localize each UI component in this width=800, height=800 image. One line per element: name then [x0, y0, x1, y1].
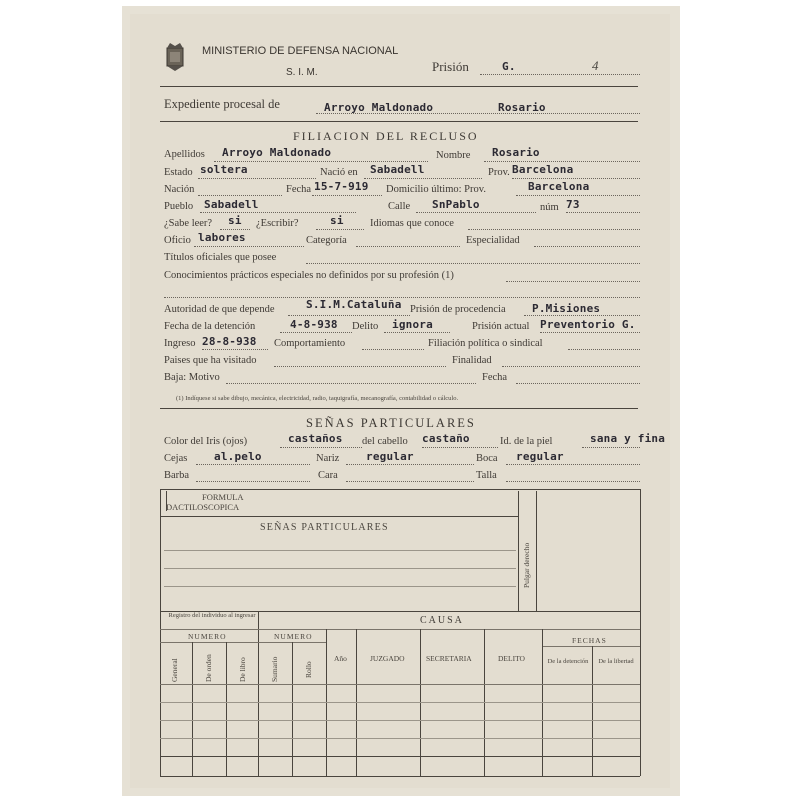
iris-value: castaños	[288, 432, 343, 445]
finalidad-label: Finalidad	[452, 355, 492, 366]
fecha-label: Fecha	[286, 184, 312, 195]
domicilio-prov-value: Barcelona	[528, 180, 590, 193]
expediente-label: Expediente procesal de	[164, 97, 280, 111]
prision-proc-label: Prisión de procedencia	[410, 304, 506, 315]
iris-label: Color del Iris (ojos)	[164, 436, 248, 447]
calle-value: SnPablo	[432, 198, 480, 211]
expediente-value-1: Arroyo Maldonado	[324, 101, 434, 114]
cejas-label: Cejas	[164, 453, 188, 464]
paises-label: Paises que ha visitado	[164, 355, 257, 366]
prison-label: Prisión	[432, 59, 469, 74]
filiacion-politica-label: Filiación política o sindical	[428, 338, 543, 349]
pulgar-derecho-label: Pulgar derecho	[522, 542, 531, 588]
autoridad-label: Autoridad de que depende	[164, 304, 275, 315]
calle-label: Calle	[388, 201, 411, 212]
prision-actual-label: Prisión actual	[472, 321, 530, 332]
senas-title: SEÑAS PARTICULARES	[306, 416, 476, 430]
ingreso-value: 28-8-938	[202, 335, 257, 348]
piel-label: Id. de la piel	[500, 436, 553, 447]
titulos-label: Títulos oficiales que posee	[164, 252, 277, 263]
domicilio-label: Domicilio último: Prov.	[386, 184, 486, 195]
prison-value: G.	[502, 60, 516, 73]
prision-proc-value: P.Misiones	[532, 302, 601, 315]
nombre-label: Nombre	[436, 150, 471, 161]
causa-label: CAUSA	[420, 615, 464, 626]
cara-label: Cara	[318, 470, 338, 481]
col-delito: DELITO	[498, 654, 525, 663]
nacio-label: Nació en	[320, 167, 358, 178]
conocimientos-label: Conocimientos prácticos especiales no definidos por su profesión (1)	[164, 270, 454, 281]
barba-label: Barba	[164, 470, 190, 481]
expediente-value-2: Rosario	[498, 101, 546, 114]
sim-label: S. I. M.	[286, 67, 318, 78]
sabe-leer-value: si	[228, 214, 242, 227]
ministry-name: MINISTERIO DE DEFENSA NACIONAL	[202, 45, 399, 57]
prov-value: Barcelona	[512, 163, 574, 176]
delito-label: Delito	[352, 321, 379, 332]
pueblo-label: Pueblo	[164, 201, 194, 212]
nariz-value: regular	[366, 450, 414, 463]
prisoner-record-form	[130, 14, 670, 788]
categoria-label: Categoría	[306, 235, 347, 246]
numero-label-1: NUMERO	[188, 632, 227, 641]
sabe-leer-label: ¿Sabe leer?	[164, 218, 213, 229]
fechas-label: FECHAS	[572, 636, 607, 645]
oficio-value: labores	[198, 231, 246, 244]
estado-value: soltera	[200, 163, 248, 176]
nacion-label: Nación	[164, 184, 195, 195]
talla-label: Talla	[476, 470, 497, 481]
apellidos-label: Apellidos	[164, 149, 205, 160]
fecha-value: 15-7-919	[314, 180, 369, 193]
col-de-libro: De libro	[238, 657, 247, 682]
baja-label: Baja: Motivo	[164, 372, 220, 383]
formula-title-1: FORMULA	[202, 492, 244, 502]
registro-label: Registro del individuo al ingresar	[168, 612, 256, 619]
col-libertad: De la libertad	[598, 658, 634, 665]
col-detencion: De la detención	[547, 658, 589, 665]
nombre-value: Rosario	[492, 146, 540, 159]
cejas-value: al.pelo	[214, 450, 262, 463]
especialidad-label: Especialidad	[466, 235, 520, 246]
footnote: (1) Indíquese si sabe dibujo, mecánica, electricidad, radio, taquigrafía, mecanografía, contabilidad o cálculo.	[176, 395, 459, 402]
fecha-baja-label: Fecha	[482, 372, 508, 383]
escribir-value: si	[330, 214, 344, 227]
col-de-orden: De orden	[204, 654, 213, 682]
comportamiento-label: Comportamiento	[274, 338, 346, 349]
delito-value: ignora	[392, 318, 433, 331]
nariz-label: Nariz	[316, 453, 340, 464]
escribir-label: ¿Escribir?	[256, 218, 299, 229]
piel-value: sana y fina	[590, 432, 666, 445]
idiomas-label: Idiomas que conoce	[370, 218, 454, 229]
numero-label-2: NUMERO	[274, 632, 313, 641]
estado-label: Estado	[164, 167, 193, 178]
filiacion-title: FILIACION DEL RECLUSO	[293, 129, 479, 143]
formula-senas-title: SEÑAS PARTICULARES	[260, 522, 389, 533]
coat-of-arms-icon	[164, 42, 186, 72]
col-juzgado: JUZGADO	[370, 654, 405, 663]
boca-value: regular	[516, 450, 564, 463]
col-rollo: Rollo	[304, 661, 313, 678]
apellidos-value: Arroyo Maldonado	[222, 146, 332, 159]
nacio-value: Sabadell	[370, 163, 425, 176]
boca-label: Boca	[476, 453, 498, 464]
prov-label: Prov.	[488, 167, 510, 178]
cabello-label: del cabello	[362, 436, 408, 447]
cabello-value: castaño	[422, 432, 470, 445]
fecha-detencion-value: 4-8-938	[290, 318, 338, 331]
prision-actual-value: Preventorio G.	[540, 318, 636, 331]
col-secretaria: SECRETARIA	[426, 654, 472, 663]
autoridad-value: S.I.M.Cataluña	[306, 298, 402, 311]
col-ano: Año	[334, 654, 347, 663]
ingreso-label: Ingreso	[164, 338, 196, 349]
col-sumario: Sumario	[270, 656, 279, 682]
prison-note: 4	[592, 58, 599, 73]
formula-title-2: DACTILOSCOPICA	[166, 502, 240, 512]
fecha-detencion-label: Fecha de la detención	[164, 321, 256, 332]
col-general: General	[170, 658, 179, 682]
oficio-label: Oficio	[164, 235, 191, 246]
pueblo-value: Sabadell	[204, 198, 259, 211]
num-value: 73	[566, 198, 580, 211]
num-label: núm	[540, 202, 559, 213]
